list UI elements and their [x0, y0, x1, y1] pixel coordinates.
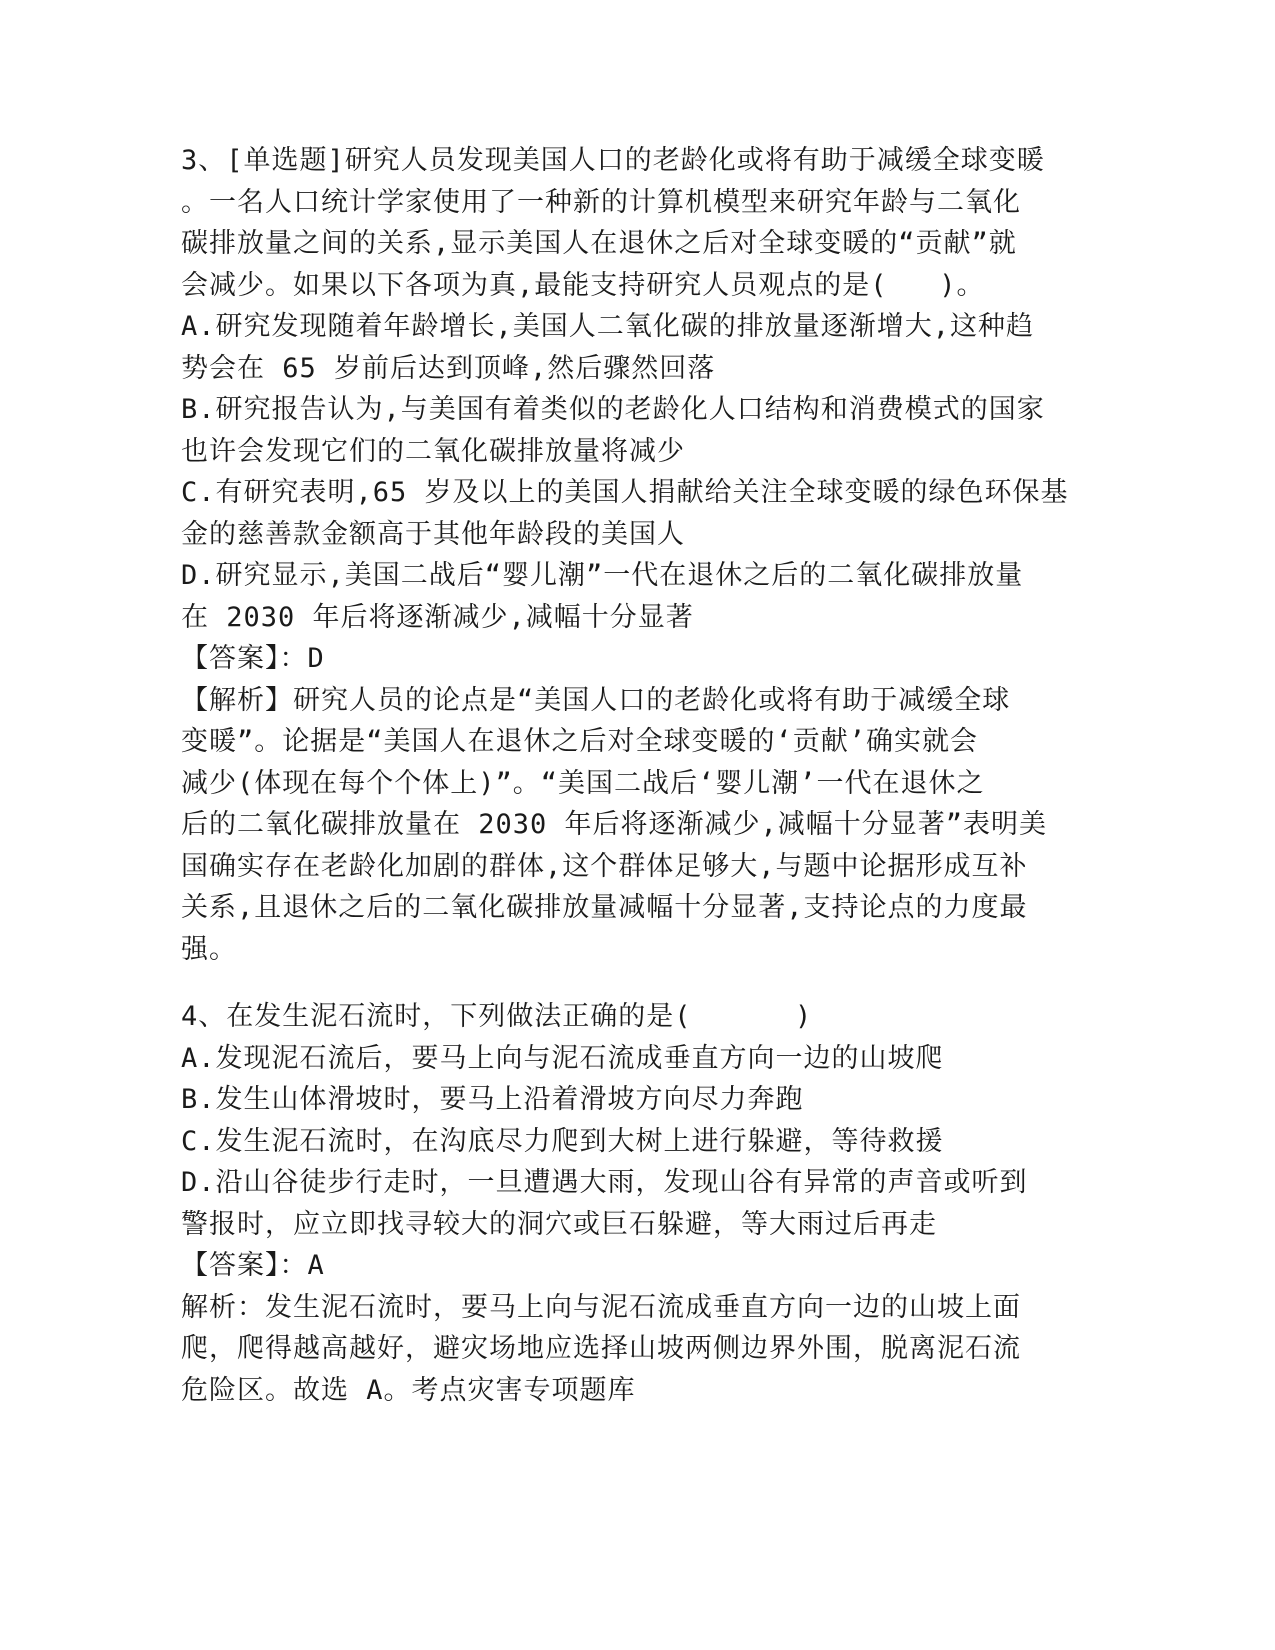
- explanation: 危险区。故选 A。考点灾害专项题库: [181, 1374, 636, 1406]
- explanation: 国确实存在老龄化加剧的群体,这个群体足够大,与题中论据形成互补: [181, 850, 1028, 882]
- explanation: 爬，爬得越高越好，避灾场地应选择山坡两侧边界外围，脱离泥石流: [181, 1333, 1021, 1364]
- document-body: [181, 140, 1069, 1411]
- question-stem: 3、[单选题]研究人员发现美国人口的老龄化或将有助于减缓全球变暖: [181, 145, 1045, 176]
- explanation: 解析：发生泥石流时，要马上向与泥石流成垂直方向一边的山坡上面: [181, 1291, 1021, 1323]
- question-stem: 会减少。如果以下各项为真,最能支持研究人员观点的是( )。: [181, 269, 985, 301]
- option-d: 警报时，应立即找寻较大的洞穴或巨石躲避，等大雨过后再走: [181, 1208, 937, 1240]
- question-spacer: [181, 970, 1061, 996]
- explanation: 【解析】研究人员的论点是“美国人口的老龄化或将有助于减缓全球: [181, 684, 1011, 716]
- option-d: 在 2030 年后将逐渐减少,减幅十分显著: [181, 601, 694, 633]
- explanation: 强。: [181, 933, 237, 965]
- option-a: A.发现泥石流后，要马上向与泥石流成垂直方向一边的山坡爬: [181, 1042, 944, 1074]
- option-d: D.研究显示,美国二战后“婴儿潮”一代在退休之后的二氧化碳排放量: [181, 560, 1024, 591]
- answer: 【答案】：D: [181, 643, 325, 674]
- option-b: B.发生山体滑坡时，要马上沿着滑坡方向尽力奔跑: [181, 1084, 804, 1115]
- option-c: C.发生泥石流时，在沟底尽力爬到大树上进行躲避，等待救援: [181, 1125, 944, 1157]
- question-stem: 。一名人口统计学家使用了一种新的计算机模型来研究年龄与二氧化: [181, 186, 1021, 218]
- option-a: A.研究发现随着年龄增长,美国人二氧化碳的排放量逐渐增大,这种趋: [181, 311, 1035, 342]
- explanation: 变暖”。论据是“美国人在退休之后对全球变暖的‘贡献’确实就会: [181, 726, 979, 757]
- option-b: B.研究报告认为,与美国有着类似的老龄化人口结构和消费模式的国家: [181, 394, 1045, 425]
- answer: 【答案】：A: [181, 1250, 325, 1281]
- option-a: 势会在 65 岁前后达到顶峰,然后骤然回落: [181, 352, 716, 384]
- option-b: 也许会发现它们的二氧化碳排放量将减少: [181, 435, 685, 467]
- option-c: C.有研究表明,65 岁及以上的美国人捐献给关注全球变暖的绿色环保基: [181, 477, 1069, 508]
- option-c: 金的慈善款金额高于其他年龄段的美国人: [181, 518, 685, 550]
- question-stem: 碳排放量之间的关系,显示美国人在退休之后对全球变暖的“贡献”就: [181, 228, 1017, 259]
- question-4: [181, 996, 1061, 1411]
- explanation: 减少(体现在每个个体上)”。“美国二战后‘婴儿潮’一代在退休之: [181, 767, 985, 799]
- explanation: 关系,且退休之后的二氧化碳排放量减幅十分显著,支持论点的力度最: [181, 892, 1028, 923]
- option-d: D.沿山谷徒步行走时，一旦遭遇大雨，发现山谷有异常的声音或听到: [181, 1167, 1028, 1198]
- question-stem: 4、在发生泥石流时，下列做法正确的是( ): [181, 1001, 813, 1032]
- explanation: 后的二氧化碳排放量在 2030 年后将逐渐减少,减幅十分显著”表明美: [181, 809, 1048, 840]
- question-3: [181, 140, 1069, 970]
